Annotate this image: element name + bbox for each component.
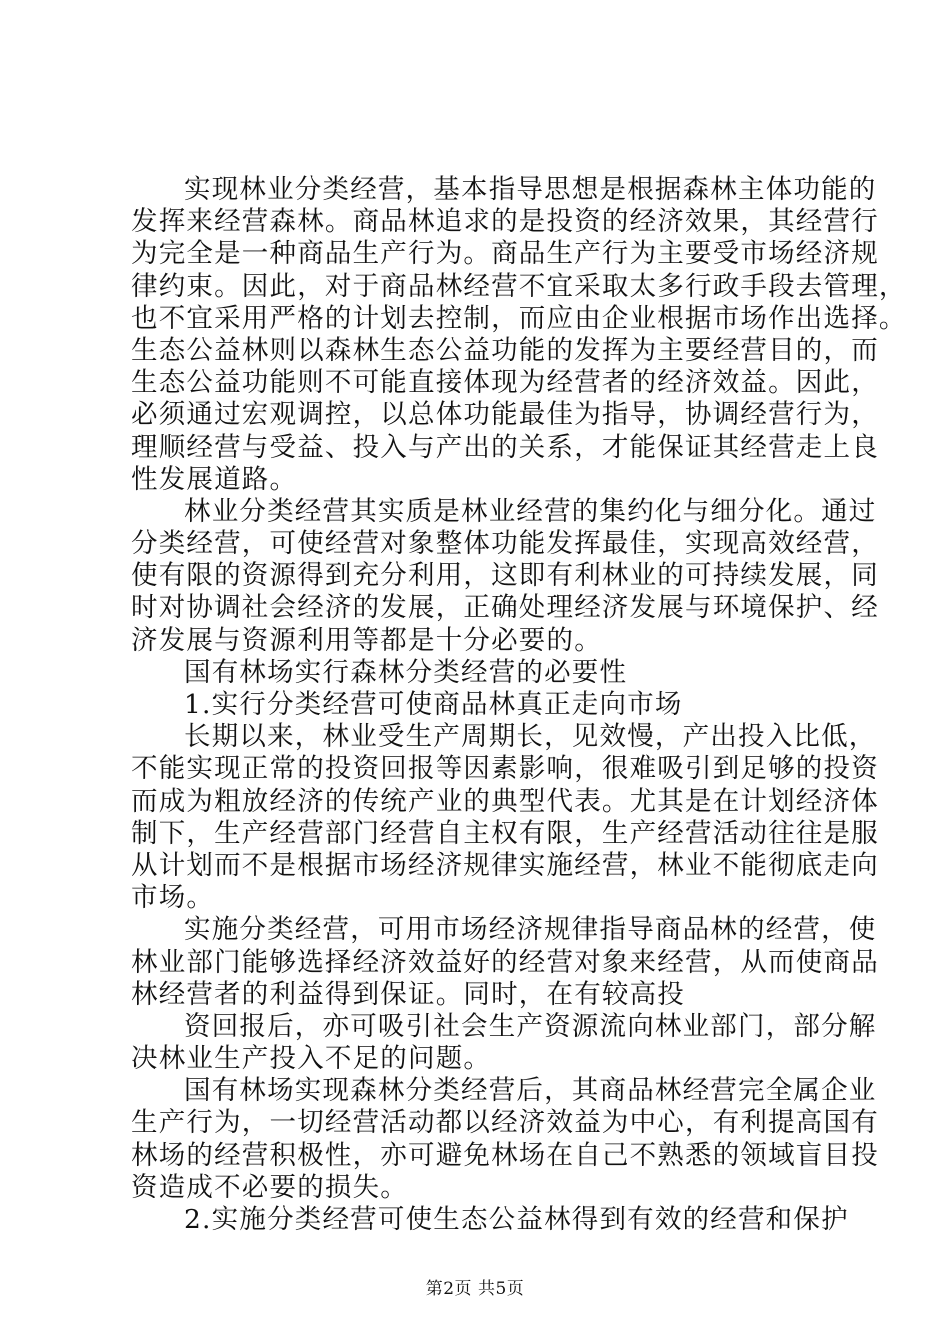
page-number-label: 第2页 共5页	[425, 1279, 525, 1299]
text-line: 理顺经营与受益、投入与产出的关系，才能保证其经营走上良	[131, 431, 879, 463]
heading-text: 2.实施分类经营可使生态公益林得到有效的经营和保护	[184, 1204, 849, 1235]
text-line: 资回报后，亦可吸引社会生产资源流向林业部门，部分解	[184, 1010, 877, 1042]
text-line: 实施分类经营，可用市场经济规律指导商品林的经营，使	[184, 914, 877, 946]
text-line: 市场。	[131, 882, 215, 914]
text-line: 发挥来经营森林。商品林追求的是投资的经济效果，其经营行	[131, 206, 879, 238]
text-line: 济发展与资源利用等都是十分必要的。	[131, 624, 602, 656]
paragraph	[131, 1010, 877, 1075]
paragraph	[131, 495, 879, 657]
document-body	[131, 174, 907, 1236]
text-line: 林场的经营积极性，亦可避免林场在自己不熟悉的领域盲目投	[131, 1139, 879, 1171]
text-line: 决林业生产投入不足的问题。	[131, 1043, 492, 1075]
text-line: 长期以来，林业受生产周期长，见效慢，产出投入比低，	[184, 721, 877, 753]
text-line: 生产行为，一切经营活动都以经济效益为中心，有利提高国有	[131, 1107, 879, 1139]
text-line: 生态公益林则以森林生态公益功能的发挥为主要经营目的，而	[131, 334, 879, 366]
text-line: 林业部门能够选择经济效益好的经营对象来经营，从而使商品	[131, 946, 879, 978]
page-footer	[0, 1274, 950, 1299]
text-line: 也不宜采用严格的计划去控制，而应由企业根据市场作出选择。	[131, 302, 907, 334]
text-line: 必须通过宏观调控，以总体功能最佳为指导，协调经营行为，	[131, 399, 879, 431]
paragraph	[131, 914, 879, 1011]
text-line: 实现林业分类经营，基本指导思想是根据森林主体功能的	[184, 174, 877, 205]
heading-text: 1.实行分类经营可使商品林真正走向市场	[184, 689, 683, 720]
text-line: 国有林场实现森林分类经营后，其商品林经营完全属企业	[184, 1075, 877, 1107]
heading-text: 国有林场实行森林分类经营的必要性	[184, 656, 628, 688]
text-line: 资造成不必要的损失。	[131, 1171, 408, 1203]
subsection-heading	[131, 689, 831, 721]
section-heading	[131, 657, 831, 689]
text-line: 时对协调社会经济的发展，正确处理经济发展与环境保护、经	[131, 592, 879, 624]
paragraph	[131, 174, 907, 496]
text-line: 使有限的资源得到充分利用，这即有利林业的可持续发展，同	[131, 560, 879, 592]
paragraph	[131, 1075, 879, 1204]
text-line: 不能实现正常的投资回报等因素影响，很难吸引到足够的投资	[131, 753, 879, 785]
text-line: 生态公益功能则不可能直接体现为经营者的经济效益。因此，	[131, 367, 879, 399]
text-line: 律约束。因此，对于商品林经营不宜采取太多行政手段去管理，	[131, 270, 907, 302]
text-line: 为完全是一种商品生产行为。商品生产行为主要受市场经济规	[131, 238, 879, 270]
text-line: 分类经营，可使经营对象整体功能发挥最佳，实现高效经营，	[131, 528, 879, 560]
text-line: 制下，生产经营部门经营自主权有限，生产经营活动往往是服	[131, 817, 879, 849]
text-line: 性发展道路。	[131, 463, 298, 495]
paragraph	[131, 721, 879, 914]
text-line: 林经营者的利益得到保证。同时，在有较高投	[131, 978, 685, 1010]
text-line: 而成为粗放经济的传统产业的典型代表。尤其是在计划经济体	[131, 785, 879, 817]
text-line: 林业分类经营其实质是林业经营的集约化与细分化。通过	[184, 495, 877, 527]
text-line: 从计划而不是根据市场经济规律实施经营，林业不能彻底走向	[131, 849, 879, 881]
subsection-heading	[131, 1204, 849, 1236]
